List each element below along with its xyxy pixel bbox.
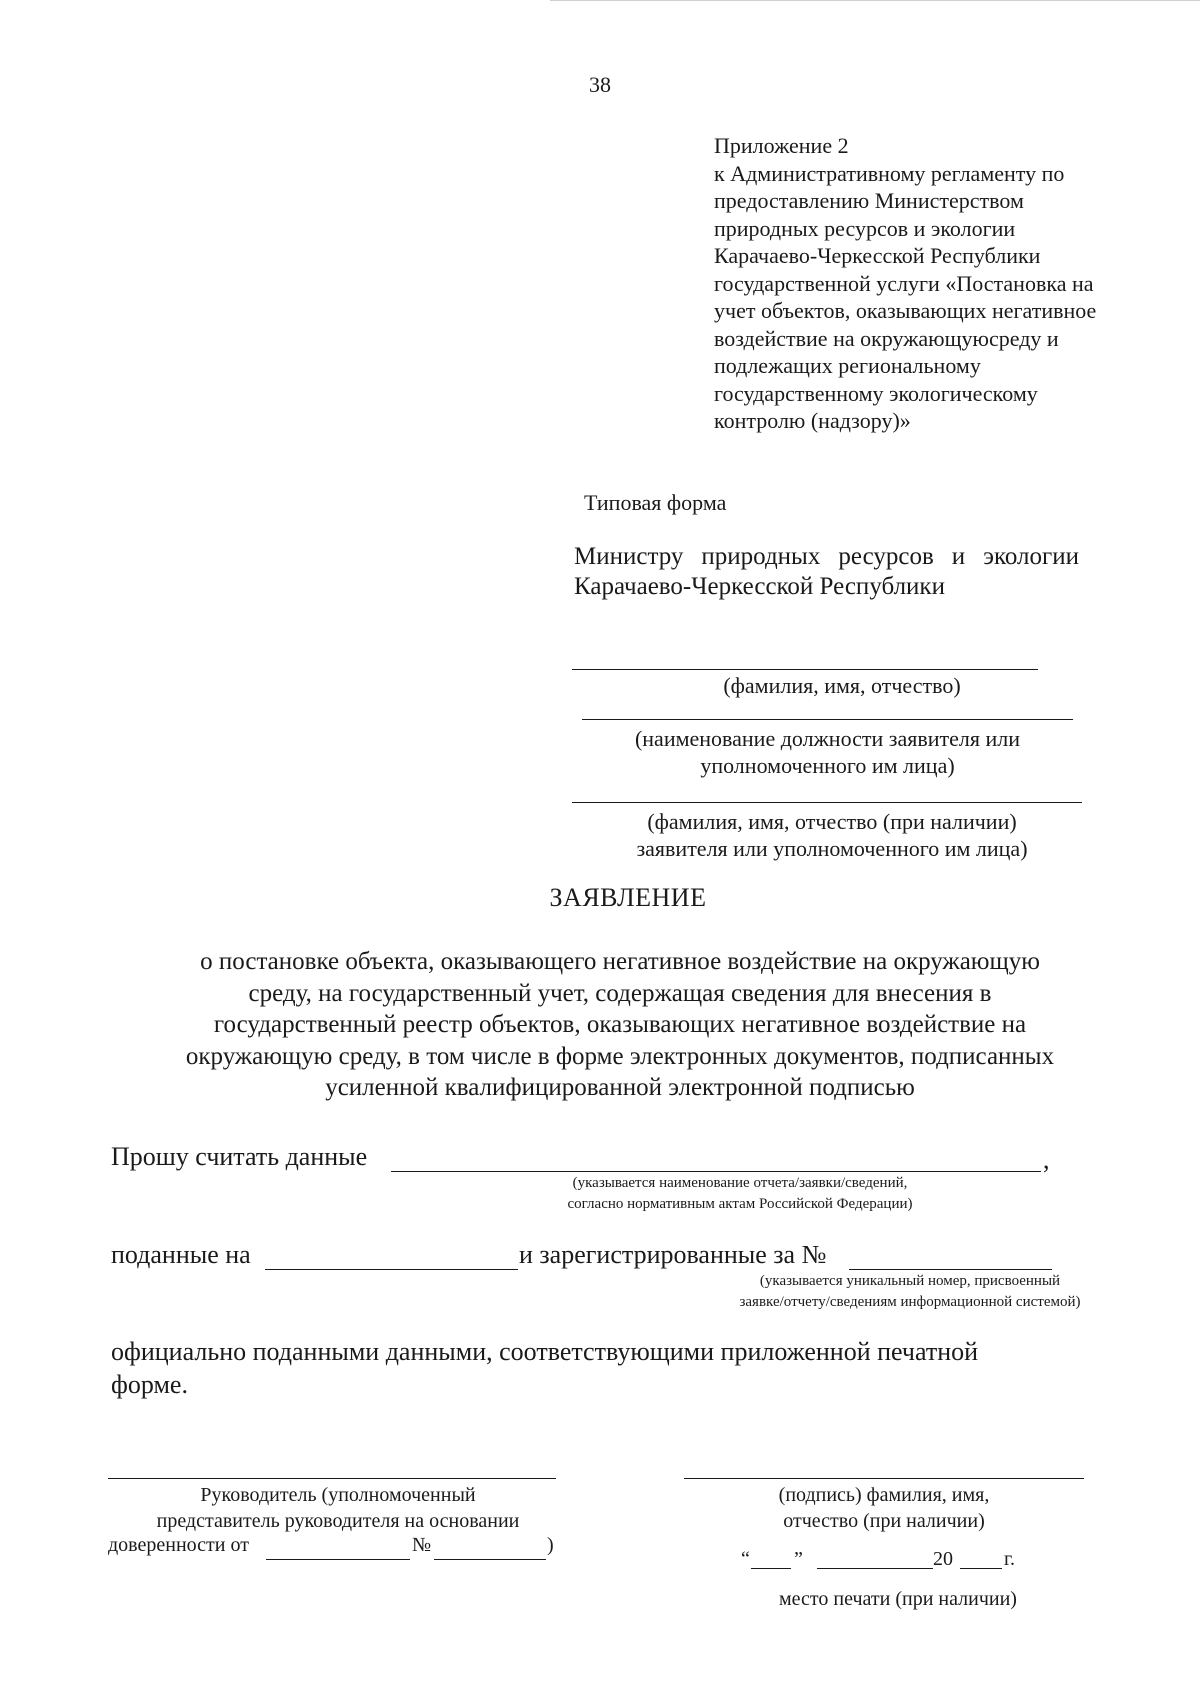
registration-number-line[interactable] [849,1269,1052,1270]
applicant-fio-caption: (фамилия, имя, отчество (при наличии) заявителя или уполномоченного им лица) [636,809,1028,861]
applicant-signature-line[interactable] [684,1478,1084,1479]
date-year-line[interactable] [960,1568,1002,1569]
proxy-date-line[interactable] [266,1559,410,1560]
applicant-signature-caption: (подпись) фамилия, имя, отчество (при наличии) [778,1484,990,1532]
proxy-number-line[interactable] [434,1559,546,1560]
head-caption: Руководитель (уполномоченный представитель руководителя на основании [156,1484,520,1532]
appendix-note: Приложение 2 к Административному регламенту по предоставлению Министерством природных ресурсов и экологии Карачаево-Черкесской Республики государственной услуги «Постановка на учет объектов, оказывающих негативное воздействие на окружающуюсреду и подлежащих региональному государственному экологическому контролю (надзору)» [714,133,1097,433]
form-type-label: Типовая форма [584,490,727,515]
date-close-quote: ” [794,1548,803,1570]
registered-label: и зарегистрированные за № [519,1240,827,1269]
proxy-number-sign: № [412,1534,432,1556]
document-subject: о постановке объекта, оказывающего негативное воздействие на окружающую среду, на государственный учет, содержащая сведения для внесения в государственный реестр объектов, оказывающих негативное воздействие на окружающую среду, в том числе в форме электронных документов, подписанных усиленной квалифицированной электронной подписью [185,948,1055,1101]
proxy-close-paren: ) [547,1534,554,1556]
applicant-fio-line[interactable] [572,802,1082,803]
submitted-on-label: поданные на [111,1240,251,1269]
submitted-date-line[interactable] [265,1269,518,1270]
head-signature-line[interactable] [108,1478,556,1479]
date-year-suffix: г. [1004,1548,1015,1570]
top-edge-line [550,0,1200,1]
proxy-date-label: доверенности от [108,1534,249,1556]
date-year-prefix: 20 [933,1548,953,1570]
date-day-line[interactable] [751,1568,791,1569]
registration-number-caption: (указывается уникальный номер, присвоенный заявке/отчету/сведениям информационной системой) [739,1273,1081,1310]
position-caption: (наименование должности заявителя или уполномоченного им лица) [634,726,1021,778]
request-label: Прошу считать данные [111,1142,368,1171]
addressee: Министру природных ресурсов и экологии Карачаево-Черкесской Республики [574,543,1079,600]
stamp-place-label: место печати (при наличии) [779,1588,1017,1610]
date-month-line[interactable] [817,1568,933,1569]
document-title: ЗАЯВЛЕНИЕ [549,883,707,912]
report-name-line[interactable] [391,1171,1041,1172]
position-line[interactable] [582,719,1073,720]
page-number: 38 [589,72,611,97]
confirmation-paragraph: официально поданными данными, соответствующими приложенной печатной форме. [111,1337,979,1399]
report-name-caption: (указывается наименование отчета/заявки/сведений, согласно нормативным актам Российской Федерации) [567,1175,913,1212]
fio-caption: (фамилия, имя, отчество) [723,673,961,698]
request-comma: , [1043,1145,1050,1174]
fio-line[interactable] [572,669,1038,670]
date-open-quote: “ [741,1548,750,1570]
